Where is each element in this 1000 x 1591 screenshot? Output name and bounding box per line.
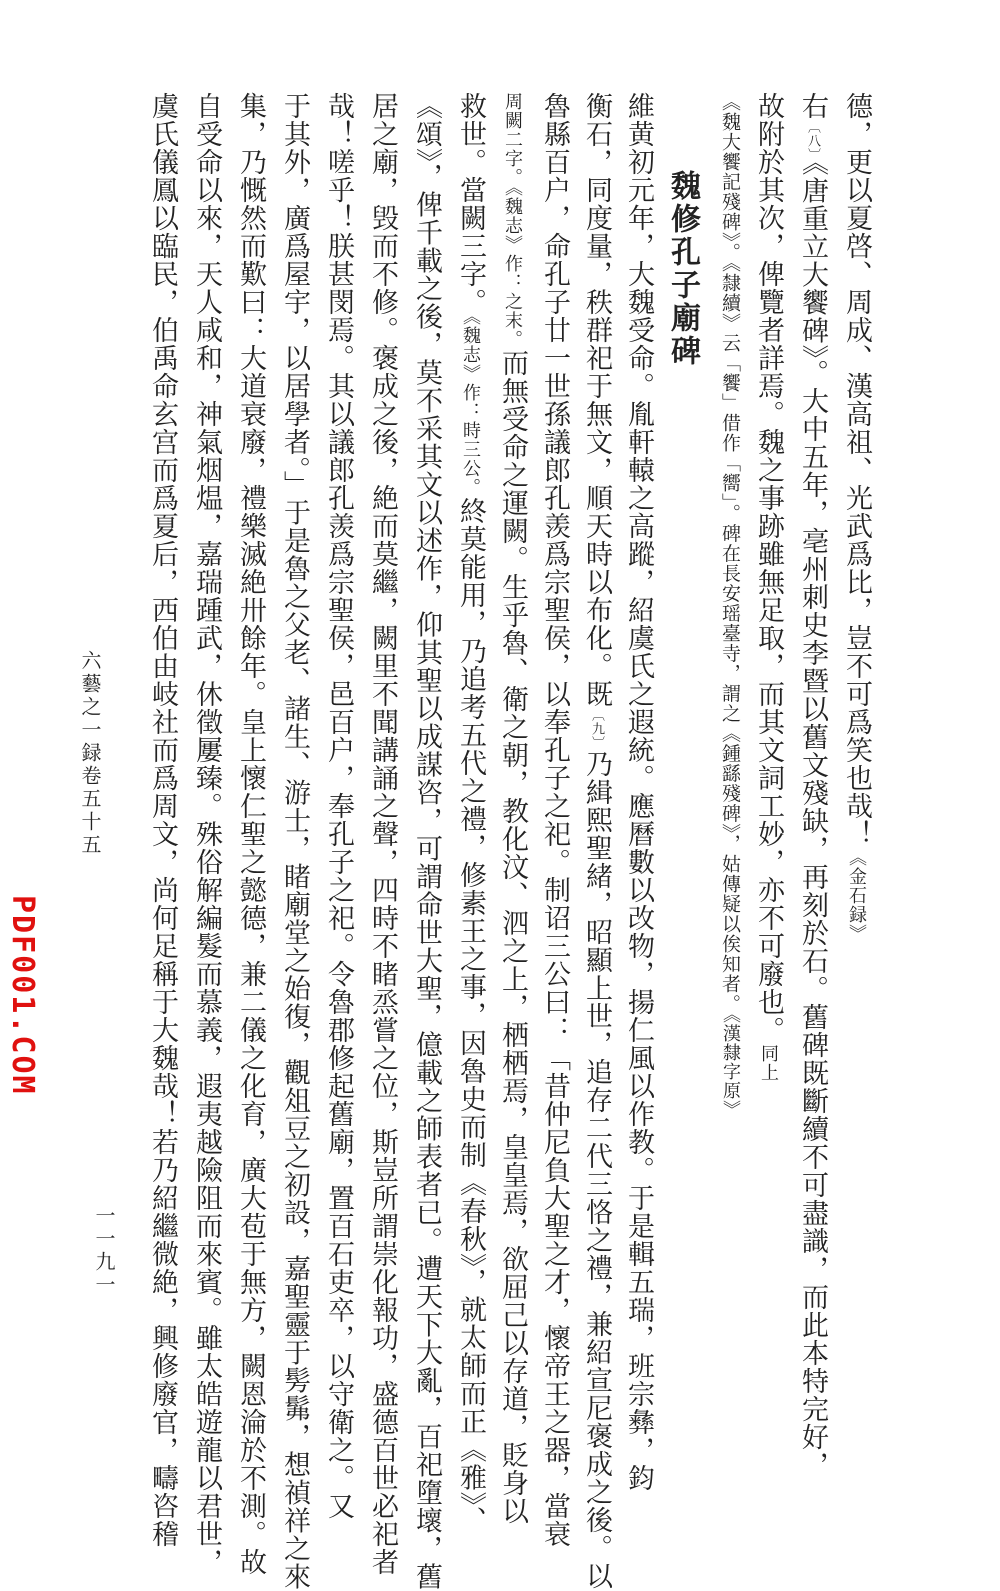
text-column-10 <box>452 92 488 1534</box>
text-column-13 <box>320 92 356 1520</box>
page-number: 一一九一 <box>92 1205 116 1297</box>
source-note: 同上 <box>758 1044 779 1082</box>
column-text: 虞氏儀鳳以臨民，伯禹命玄宫而爲夏后，西伯由岐社而爲周文，尚何足稱于大魏哉！若乃紹繼微絶，興修廢官，疇咨稽 <box>147 92 178 1548</box>
column-text: 救世。當闕三字。 <box>455 92 486 316</box>
column-text: 故附於其次，俾覽者詳焉。魏之事跡雖無足取，而其文詞工妙，亦不可廢也。 <box>753 92 784 1044</box>
column-text: 乃緝熙聖緒，昭顯上世，追存二代三恪之禮，兼紹宣尼褒成之後。以 <box>581 750 612 1590</box>
inline-note: 《魏志》作：之末。 <box>502 187 523 349</box>
column-text: 《魏大饗記殘碑》。《隸續》云「饗」借作「嚮」。碑在長安瑶臺寺，謂之《鍾繇殘碑》，姑傳疑以俟知者。 <box>719 92 741 1014</box>
inline-note: 周闕二字。 <box>502 92 523 187</box>
column-text: 《唐重立大饗碑》。大中五年，亳州刺史李暨以舊文殘缺，再刻於石。舊碑既斷續不可盡識，而此本特完好， <box>797 162 828 1479</box>
text-column-15 <box>232 92 268 1576</box>
text-column-1 <box>838 92 874 943</box>
text-column-7 <box>578 92 614 1590</box>
column-text: 自受命以來，天人咸和，神氣烟煴，嘉瑞踵武，休徵屢臻。殊俗解編髮而慕義，遐夷越險阻而來賓。雖太皓遊龍以君世， <box>191 92 222 1576</box>
column-text: 哉！嗟乎！朕甚閔焉。其以議郎孔羡爲宗聖侯，邑百户，奉孔子之祀。令魯郡修起舊廟，置百石吏卒，以守衛之。又 <box>323 92 354 1520</box>
column-text: 衡石，同度量，秩群祀于無文，順天時以布化。既 <box>581 92 612 708</box>
source-note: 《金石録》 <box>846 848 867 943</box>
column-text: 德，更以夏啓、周成、漢高祖、光武爲比，豈不可爲笑也哉！ <box>841 92 872 848</box>
text-column-9 <box>494 92 530 1525</box>
text-column-11 <box>408 92 444 1591</box>
text-column-2 <box>794 92 830 1479</box>
text-column-8 <box>536 92 572 1548</box>
column-text: 居之廟，毁而不修。褒成之後，絶而莫繼，闕里不聞講誦之聲，四時不睹烝嘗之位，斯豈所謂崇化報功，盛德百世必祀者 <box>367 92 398 1576</box>
text-column-3 <box>750 92 786 1082</box>
column-text: 維黄初元年，大魏受命。胤軒轅之高蹤，紹虞氏之遐統。應曆數以改物，揚仁風以作教。于是輯五瑞，班宗彝，鈞 <box>623 92 654 1492</box>
text-column-17 <box>144 92 180 1548</box>
column-text: 而無受命之運闕。生乎魯、衛之朝，教化汶、泗之上，栖栖焉，皇皇焉，欲屈己以存道，貶身以 <box>497 349 528 1525</box>
text-column-14 <box>276 92 312 1591</box>
section-heading: 魏修孔子廟碑 <box>665 170 700 368</box>
watermark-text: PDF001.COM <box>5 895 40 1096</box>
inline-note: 《魏志》作：時三公。 <box>460 316 481 497</box>
text-column-12 <box>364 92 400 1576</box>
column-text: 終莫能用，乃追考五代之禮，修素王之事，因魯史而制《春秋》，就太師而正《雅》、 <box>455 497 486 1534</box>
column-text: 《頌》，俾千載之後，莫不采其文以述作，仰其聖以成謀咨，可謂命世大聖，億載之師表者已。遭天下大亂，百祀墮壞，舊 <box>411 92 442 1591</box>
text-column-4 <box>712 92 748 1119</box>
column-text: 魯縣百户，命孔子廿一世孫議郎孔羡爲宗聖侯，以奉孔子之祀。制诏三公曰：「昔仲尼負大聖之才，懷帝王之器，當衰 <box>539 92 570 1548</box>
column-text: 集，乃慨然而歎曰：大道衰廢，禮樂滅絶卅餘年。皇上懷仁聖之懿德，兼二儀之化育，廣大苞于無方，闕恩淪於不測。故 <box>235 92 266 1576</box>
column-text: 右 <box>797 92 828 120</box>
running-title: 六藝之一録卷五十五 <box>78 650 102 857</box>
source-note: 《漢隸字原》 <box>720 1014 741 1119</box>
footnote-marker: 〔九〕 <box>589 708 604 750</box>
text-column-16 <box>188 92 224 1576</box>
text-column-6 <box>620 92 656 1492</box>
column-text: 于其外，廣爲屋宇，以居學者。」于是魯之父老、諸生、游士，睹廟堂之始復，觀俎豆之初設，嘉聖靈于髣髴，想禎祥之來 <box>279 92 310 1591</box>
footnote-marker: 〔八〕 <box>805 120 820 162</box>
